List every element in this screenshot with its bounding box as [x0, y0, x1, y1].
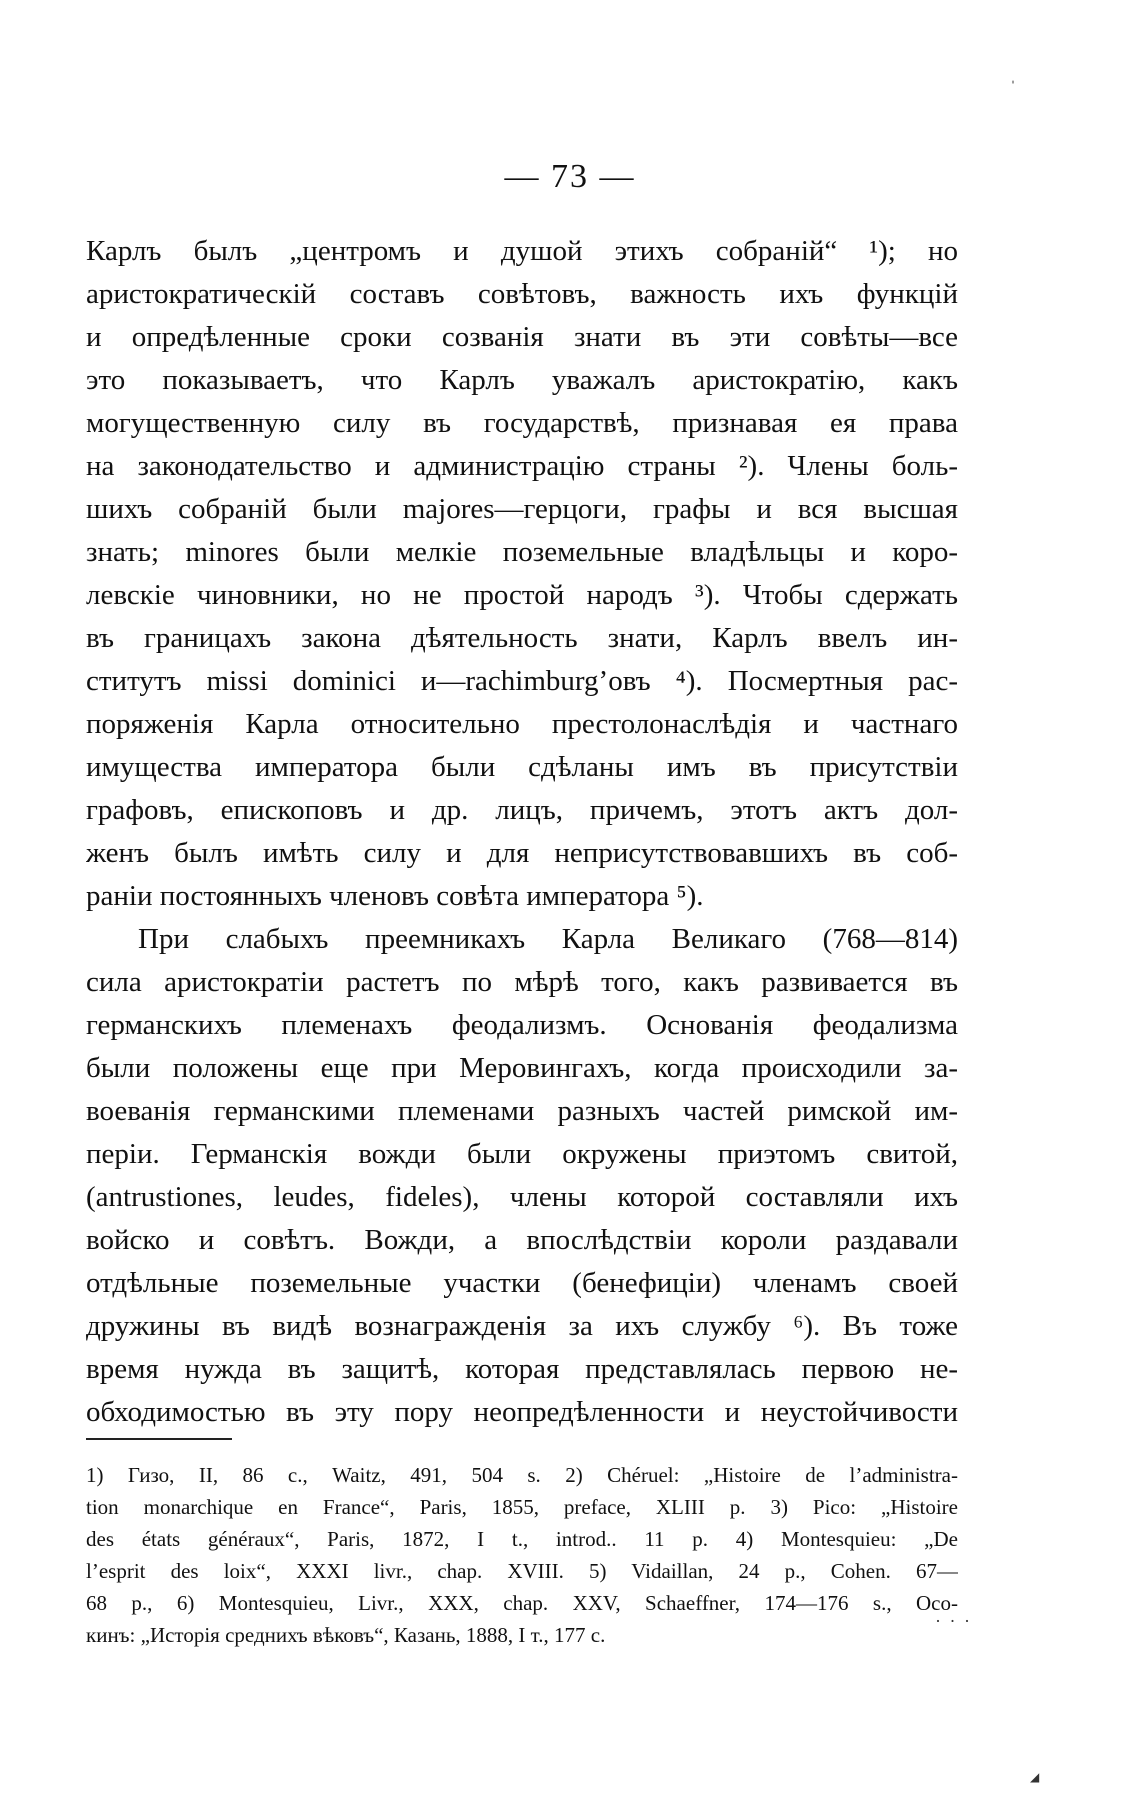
page-number: — 73 —	[504, 158, 636, 195]
text-line: воеванія германскими племенами разныхъ частей римской им-	[86, 1095, 958, 1127]
text-line: дружины въ видѣ вознагражденія за ихъ службу ⁶). Въ тоже	[86, 1310, 958, 1342]
text-line: графовъ, епископовъ и др. лицъ, причемъ, этотъ актъ дол-	[86, 794, 958, 826]
footnote-line: tion monarchique en France“, Paris, 1855, preface, XLIII p. 3) Pico: „Histoire	[86, 1495, 958, 1519]
text-line: германскихъ племенахъ феодализмъ. Основанія феодализма	[86, 1009, 958, 1041]
text-line: сила аристократіи растетъ по мѣрѣ того, какъ развивается въ	[86, 966, 958, 998]
text-line: могущественную силу въ государствѣ, признавая ея права	[86, 407, 958, 439]
footnote-line: des états généraux“, Paris, 1872, I t., introd.. 11 p. 4) Montesquieu: „De	[86, 1527, 958, 1551]
text-line: отдѣльные поземельные участки (бенефиціи) членамъ своей	[86, 1267, 958, 1299]
footnote-line: 1) Гизо, II, 86 с., Waitz, 491, 504 s. 2) Chéruel: „Histoire de l’administra-	[86, 1463, 958, 1487]
text-line: ститутъ missi dominici и—rachimburg’овъ ⁴). Посмертныя рас-	[86, 665, 958, 697]
text-line: знать; minores были мелкіе поземельные владѣльцы и коро-	[86, 536, 958, 568]
footnote-line: кинъ: „Исторія среднихъ вѣковъ“, Казань, 1888, I т., 177 с.	[86, 1623, 606, 1647]
text-line: въ границахъ закона дѣятельность знати, Карлъ ввелъ ин-	[86, 622, 958, 654]
text-line: періи. Германскія вожди были окружены приэтомъ свитой,	[86, 1138, 958, 1170]
print-speck: · · ·	[935, 1611, 972, 1631]
text-line: войско и совѣтъ. Вожди, а впослѣдствіи короли раздавали	[86, 1224, 958, 1256]
text-line: шихъ собраній были majores—герцоги, графы и вся высшая	[86, 493, 958, 525]
text-line: (antrustiones, leudes, fideles), члены которой составляли ихъ	[86, 1181, 958, 1213]
footnote-line: 68 p., 6) Montesquieu, Livr., XXX, chap. XXV, Schaeffner, 174—176 s., Oco-	[86, 1591, 958, 1615]
text-line: женъ былъ имѣть силу и для неприсутствовавшихъ въ соб-	[86, 837, 958, 869]
text-line: обходимостью въ эту пору неопредѣленности и неустойчивости	[86, 1396, 958, 1428]
text-line: это показываетъ, что Карлъ уважалъ аристократію, какъ	[86, 364, 958, 396]
footnote-line: l’esprit des loix“, XXXI livr., chap. XVIII. 5) Vidaillan, 24 p., Cohen. 67—	[86, 1559, 958, 1583]
footnotes	[86, 1459, 958, 1651]
text-line: поряженія Карла относительно престолонаслѣдія и частнаго	[86, 708, 958, 740]
text-line: левскіе чиновники, но не простой народъ ³). Чтобы сдержать	[86, 579, 958, 611]
print-speck: ◢	[1030, 1770, 1040, 1784]
body-text	[86, 230, 958, 1434]
paragraph-first-line: При слабыхъ преемникахъ Карла Великаго (768—814)	[138, 923, 958, 955]
text-line: время нужда въ защитѣ, которая представлялась первою не-	[86, 1353, 958, 1385]
text-line: раніи постоянныхъ членовъ совѣта императора ⁵).	[86, 880, 704, 912]
print-speck: ˈ	[1010, 77, 1016, 97]
text-line: имущества императора были сдѣланы имъ въ присутствіи	[86, 751, 958, 783]
text-line: Карлъ былъ „центромъ и душой этихъ собраній“ ¹); но	[86, 235, 958, 267]
text-line: были положены еще при Меровингахъ, когда происходили за-	[86, 1052, 958, 1084]
text-line: на законодательство и администрацію страны ²). Члены боль-	[86, 450, 958, 482]
text-line: и опредѣленные сроки созванія знати въ эти совѣты—все	[86, 321, 958, 353]
footnote-divider	[86, 1438, 232, 1440]
text-line: аристократическій составъ совѣтовъ, важность ихъ функцій	[86, 278, 958, 310]
